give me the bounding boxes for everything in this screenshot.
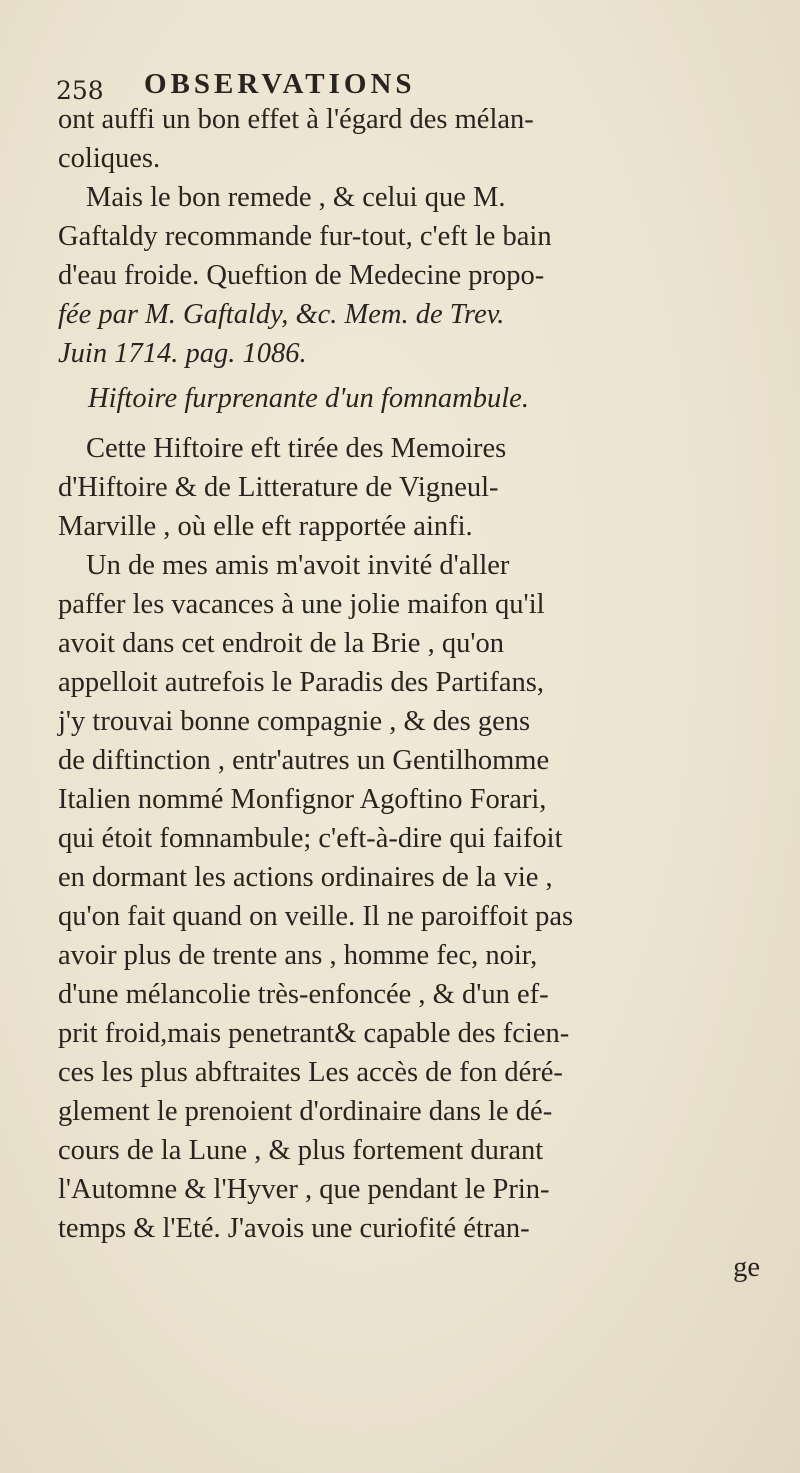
body-text (58, 100, 768, 1288)
catchword: ge (733, 1252, 760, 1283)
text-line: d'Hiftoire & de Litterature de Vigneul- (58, 472, 499, 503)
text-line: cours de la Lune , & plus fortement durant (58, 1135, 544, 1166)
text-line: qu'on fait quand on veille. Il ne paroiffoit pas (58, 901, 574, 932)
text-line: ont auffi un bon effet à l'égard des mélan- (58, 104, 534, 135)
text-line: en dormant les actions ordinaires de la vie , (58, 862, 553, 893)
text-line: Mais le bon remede , & celui que M. (86, 182, 506, 213)
text-line: avoit dans cet endroit de la Brie , qu'on (58, 628, 504, 659)
text-line: l'Automne & l'Hyver , que pendant le Prin- (58, 1174, 550, 1205)
text-line: j'y trouvai bonne compagnie , & des gens (58, 706, 531, 737)
text-line: qui étoit fomnambule; c'eft-à-dire qui faifoit (58, 823, 563, 854)
text-line: d'une mélancolie très-enfoncée , & d'un ef- (58, 979, 549, 1010)
paragraph-after-heading (58, 429, 768, 1248)
text-line: glement le prenoient d'ordinaire dans le dé- (58, 1096, 553, 1127)
text-line: Un de mes amis m'avoit invité d'aller (86, 550, 510, 581)
text-line: prit froid,mais penetrant& capable des fcien- (58, 1018, 570, 1049)
text-line: ces les plus abftraites Les accès de fon déré- (58, 1057, 563, 1088)
paragraph-before-heading (58, 100, 768, 373)
text-line: avoir plus de trente ans , homme fec, noir, (58, 940, 538, 971)
text-line: Gaftaldy recommande fur-tout, c'eft le bain (58, 221, 552, 252)
page-number: 258 (56, 76, 104, 105)
text-line: Juin 1714. pag. 1086. (58, 338, 307, 369)
section-heading: Hiftoire furprenante d'un fomnambule. (88, 383, 529, 414)
text-line: de diftinction , entr'autres un Gentilhomme (58, 745, 550, 776)
running-head: OBSERVATIONS (144, 68, 416, 100)
text-line: paffer les vacances à une jolie maifon qu'il (58, 589, 545, 620)
text-line: coliques. (58, 143, 161, 174)
text-line: Marville , où elle eft rapportée ainfi. (58, 511, 473, 542)
text-line: d'eau froide. Queftion de Medecine propo- (58, 260, 545, 291)
text-line: appelloit autrefois le Paradis des Partifans, (58, 667, 544, 698)
text-line: Cette Hiftoire eft tirée des Memoires (86, 433, 507, 464)
text-line: Italien nommé Monfignor Agoftino Forari, (58, 784, 547, 815)
text-line: fée par M. Gaftaldy, &c. Mem. de Trev. (58, 299, 505, 330)
text-line: temps & l'Eté. J'avois une curiofité étran- (58, 1213, 530, 1244)
